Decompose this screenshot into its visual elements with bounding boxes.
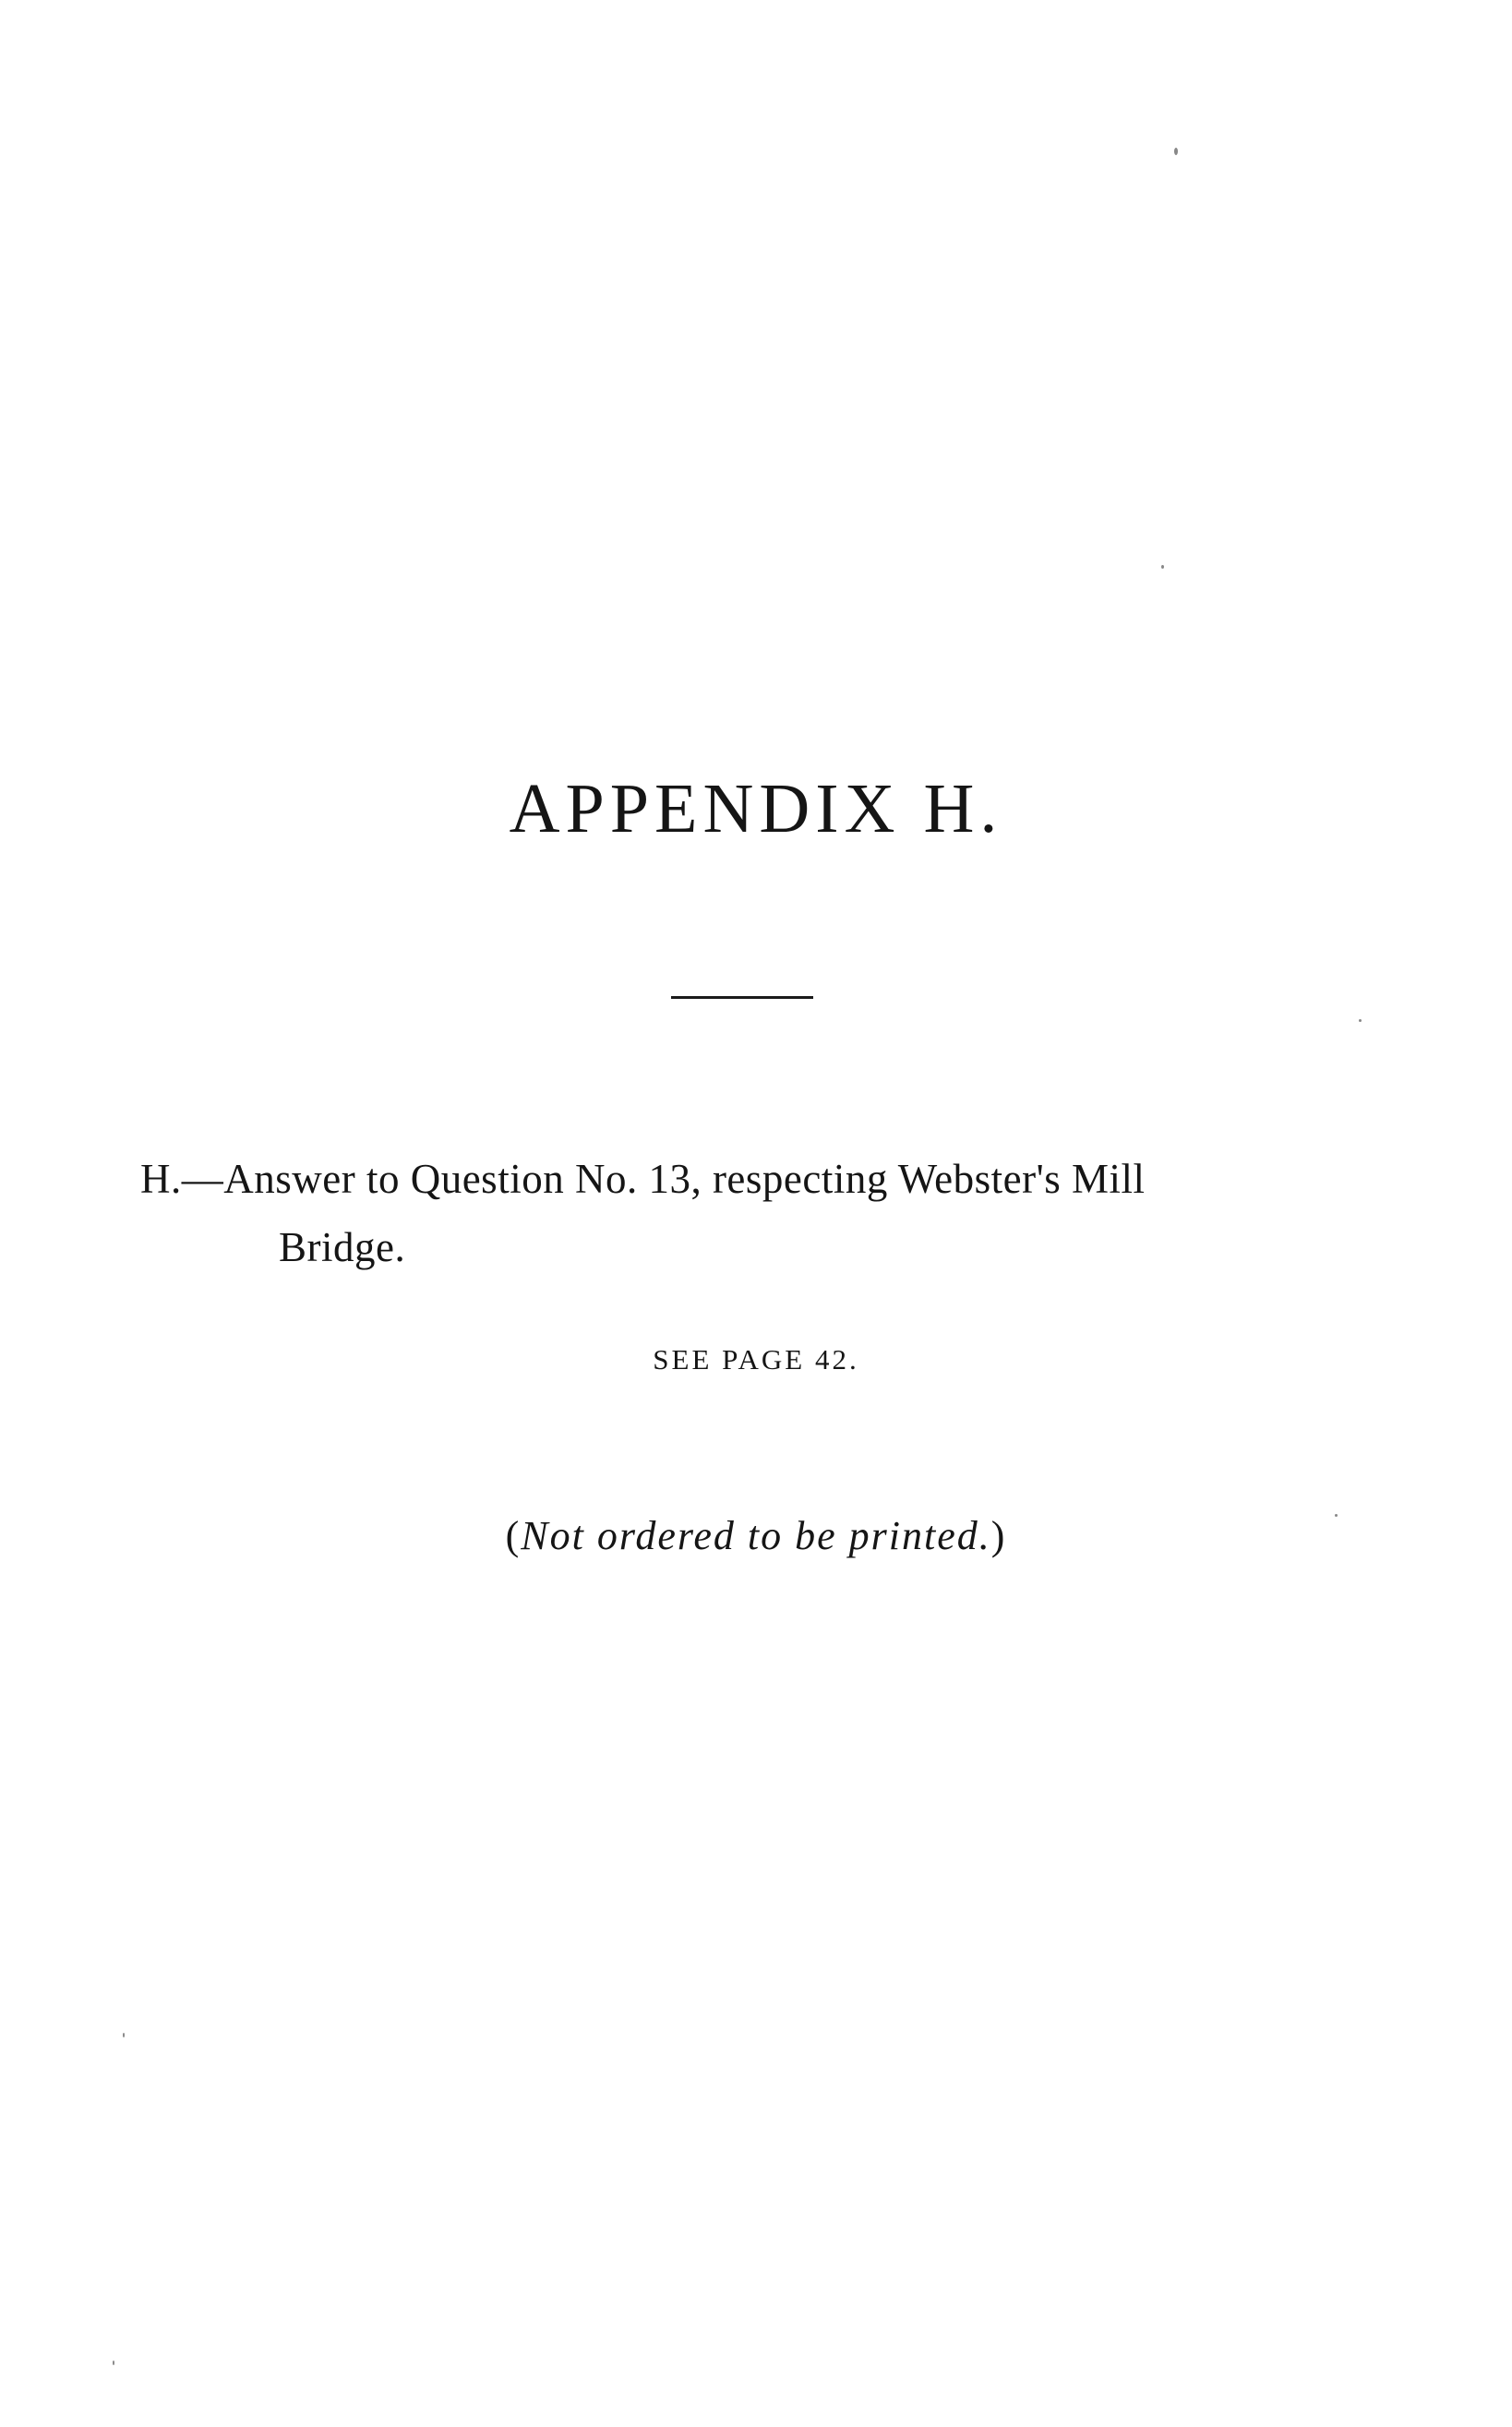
note-text: Not ordered to be printed. [521, 1513, 991, 1558]
scan-speck [1174, 148, 1178, 155]
appendix-entry [140, 1145, 1377, 1281]
appendix-heading: APPENDIX H. [509, 770, 1003, 847]
printing-note [0, 1512, 1512, 1559]
heading-rule [671, 996, 813, 999]
entry-line-1: H.—Answer to Question No. 13, respecting Webster's Mill [140, 1156, 1146, 1202]
scan-speck [1161, 565, 1164, 569]
page-reference: SEE PAGE 42. [653, 1343, 859, 1376]
scan-speck [1335, 1514, 1338, 1517]
entry-line-2: Bridge. [279, 1224, 406, 1270]
note-open-paren: ( [505, 1513, 522, 1558]
scan-speck [113, 2361, 114, 2365]
scan-speck [123, 2033, 125, 2037]
note-close-paren: ) [990, 1513, 1007, 1558]
scan-speck [1359, 1019, 1362, 1022]
